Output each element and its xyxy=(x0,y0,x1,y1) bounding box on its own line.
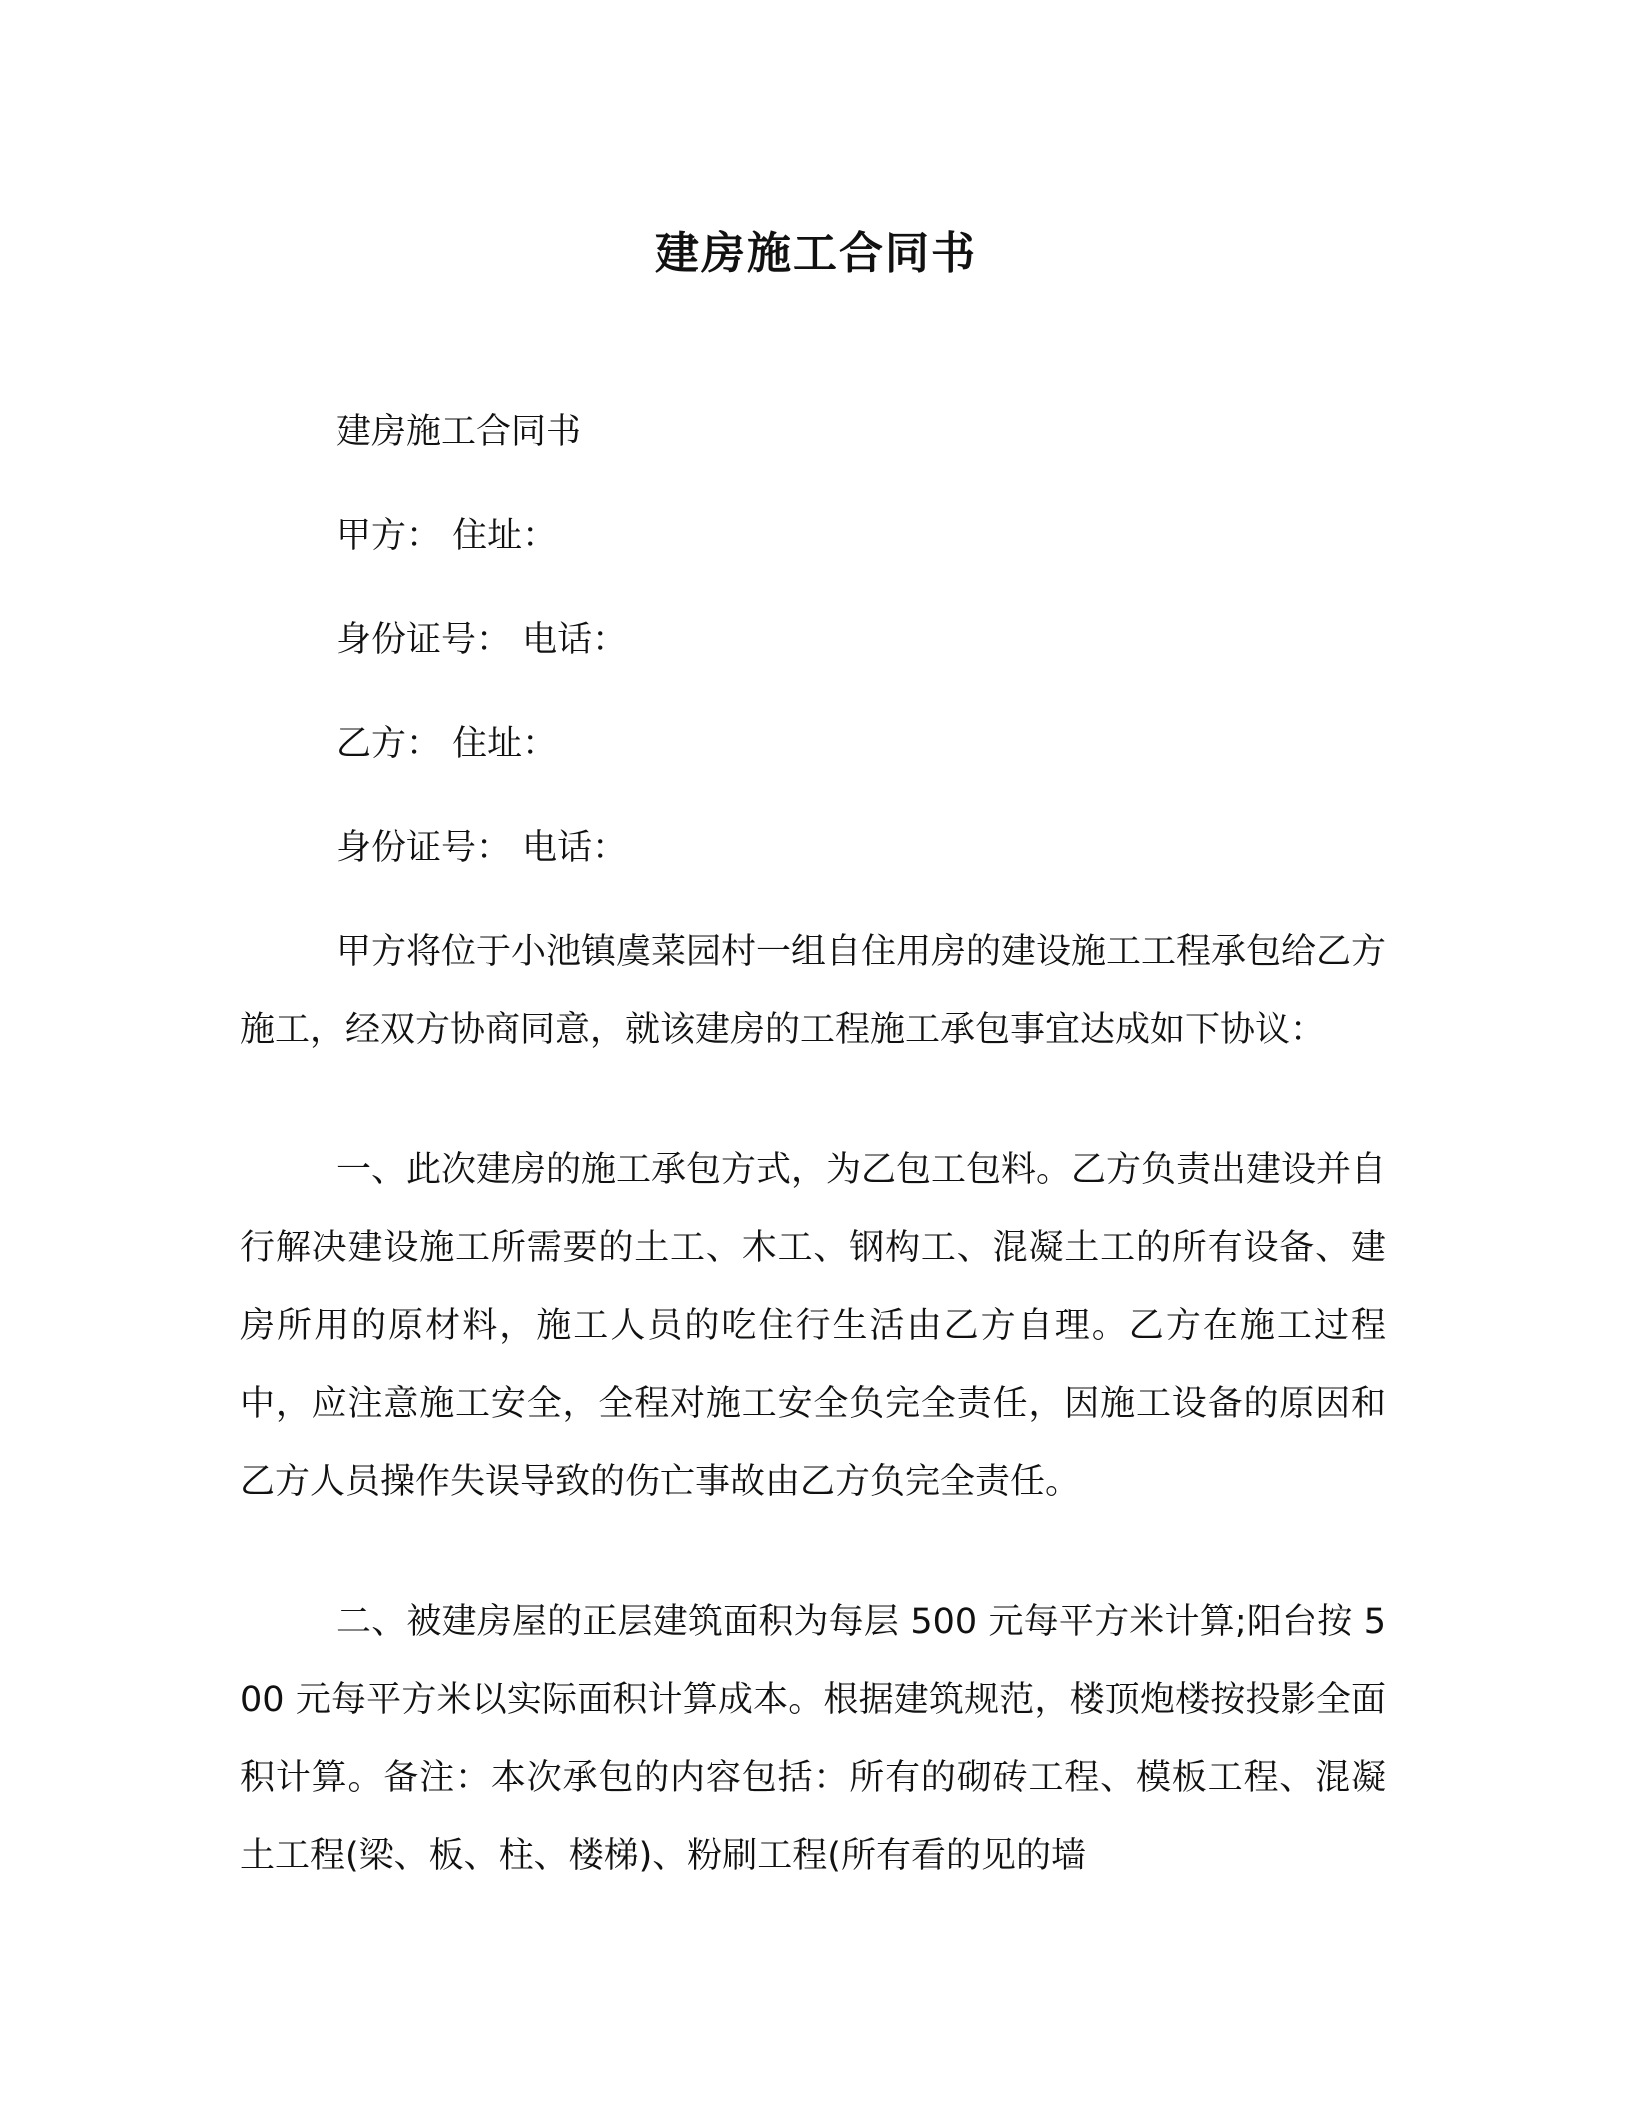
party-b-id-phone-line: 身份证号： 电话： xyxy=(336,828,628,868)
party-a-id-phone-line: 身份证号： 电话： xyxy=(336,620,628,660)
document-body xyxy=(240,393,1386,1957)
clause-two-paragraph: 二、被建房屋的正层建筑面积为每层 500 元每平方米计算;阳台按 500 元每平方米以实际面积计算成本。根据建筑规范，楼顶炮楼按投影全面积计算。备注：本次承包的内容包括：所有的砌砖工程、模板工程、混凝土工程(梁、板、柱、楼梯)、粉刷工程(所有看的见的墙 xyxy=(240,1602,1386,1876)
document-title: 建房施工合同书 xyxy=(655,228,977,279)
party-b-address-line: 乙方： 住址： xyxy=(336,724,558,764)
agreement-intro-paragraph: 甲方将位于小池镇虞菜园村一组自住用房的建设施工工程承包给乙方施工，经双方协商同意，就该建房的工程施工承包事宜达成如下协议： xyxy=(240,932,1387,1050)
party-a-address-line: 甲方： 住址： xyxy=(336,516,558,556)
document-subtitle: 建房施工合同书 xyxy=(336,412,582,452)
clause-one-paragraph: 一、此次建房的施工承包方式，为乙包工包料。乙方负责出建设并自行解决建设施工所需要的土工、木工、钢构工、混凝土工的所有设备、建房所用的原材料，施工人员的吃住行生活由乙方自理。乙方在施工过程中，应注意施工安全，全程对施工安全负完全责任，因施工设备的原因和乙方人员操作失误导致的伤亡事故由乙方负完全责任。 xyxy=(240,1150,1387,1502)
